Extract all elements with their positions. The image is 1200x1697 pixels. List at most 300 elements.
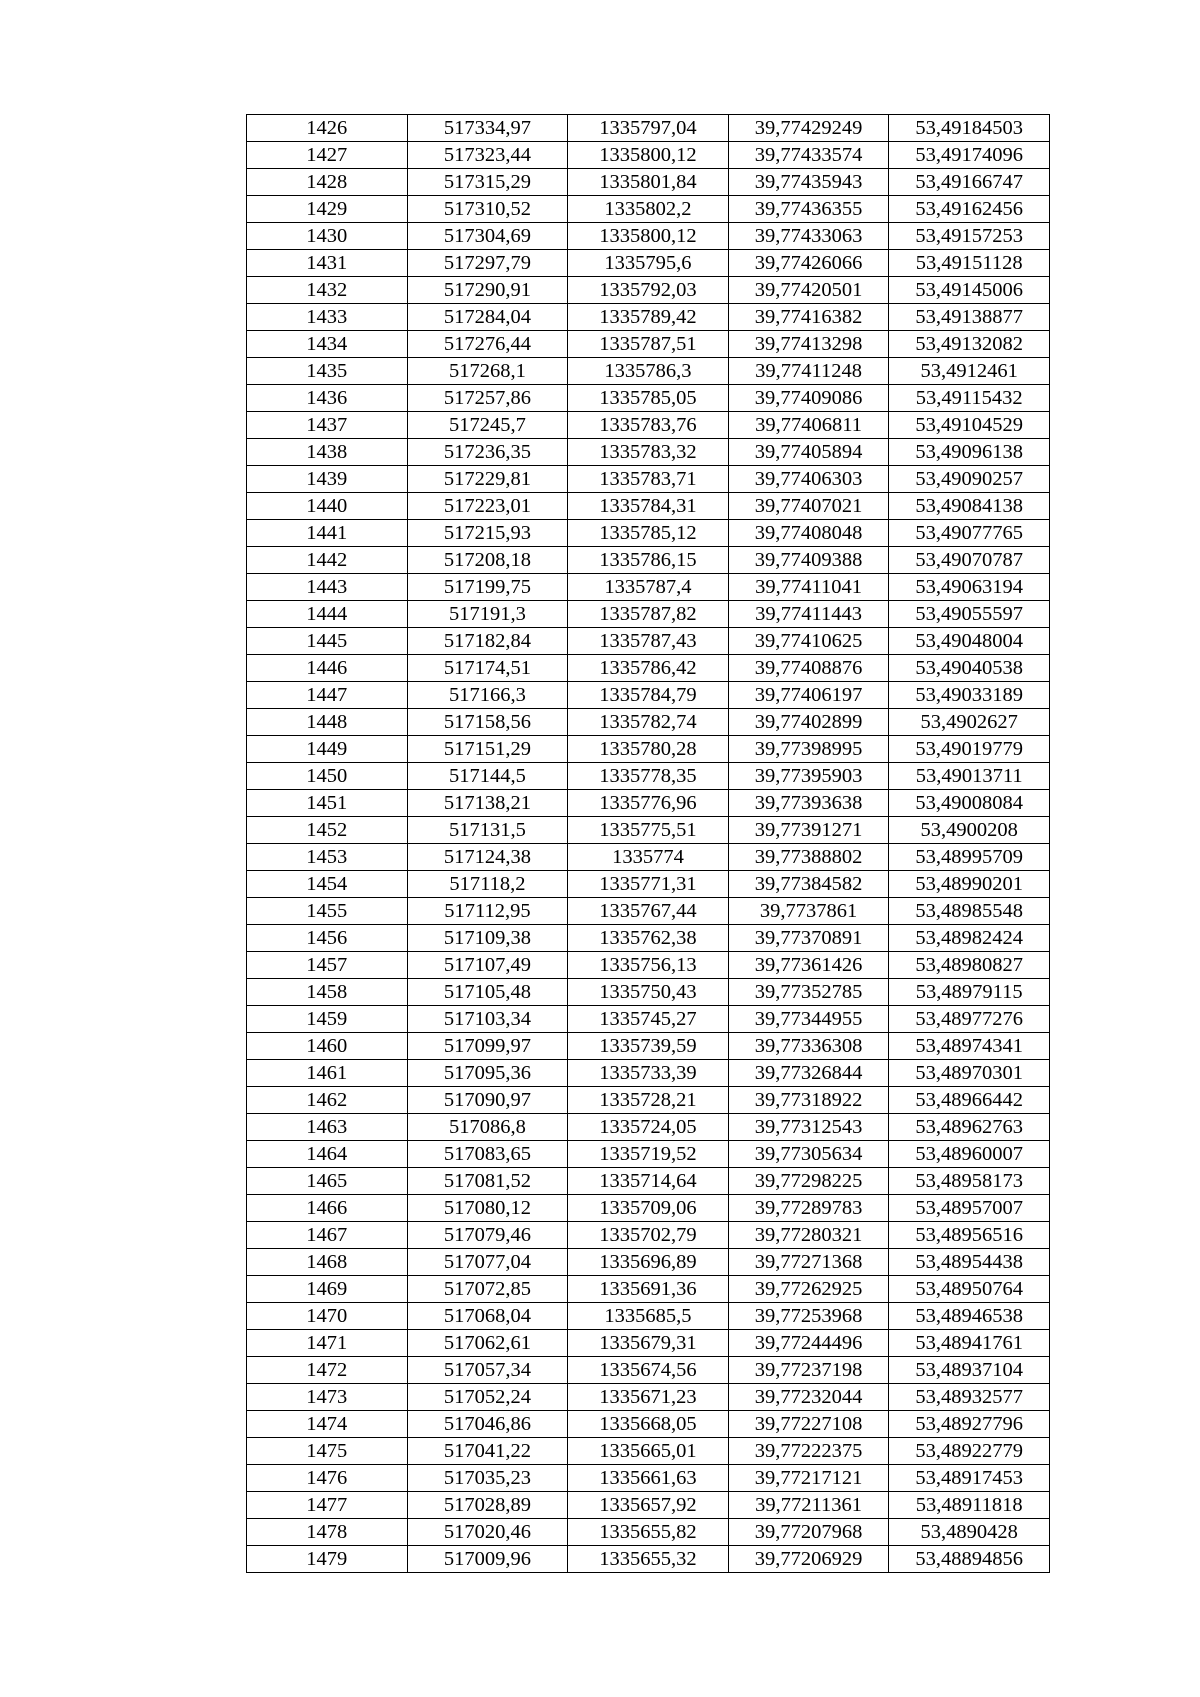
point-number-cell: 1445 (247, 628, 408, 655)
x-coordinate-cell: 517107,49 (407, 952, 568, 979)
y-coordinate-cell: 1335767,44 (568, 898, 729, 925)
latitude-cell: 53,48977276 (889, 1006, 1050, 1033)
table-row (247, 1087, 1050, 1114)
table-row (247, 1033, 1050, 1060)
point-number-cell: 1471 (247, 1330, 408, 1357)
point-number-cell: 1441 (247, 520, 408, 547)
x-coordinate-cell: 517046,86 (407, 1411, 568, 1438)
longitude-cell: 39,77409086 (728, 385, 889, 412)
y-coordinate-cell: 1335786,15 (568, 547, 729, 574)
x-coordinate-cell: 517144,5 (407, 763, 568, 790)
latitude-cell: 53,48957007 (889, 1195, 1050, 1222)
table-row (247, 952, 1050, 979)
table-row (247, 763, 1050, 790)
latitude-cell: 53,48954438 (889, 1249, 1050, 1276)
latitude-cell: 53,49151128 (889, 250, 1050, 277)
y-coordinate-cell: 1335786,42 (568, 655, 729, 682)
table-row (247, 115, 1050, 142)
latitude-cell: 53,48980827 (889, 952, 1050, 979)
latitude-cell: 53,49084138 (889, 493, 1050, 520)
longitude-cell: 39,77416382 (728, 304, 889, 331)
x-coordinate-cell: 517090,97 (407, 1087, 568, 1114)
point-number-cell: 1469 (247, 1276, 408, 1303)
y-coordinate-cell: 1335696,89 (568, 1249, 729, 1276)
point-number-cell: 1461 (247, 1060, 408, 1087)
longitude-cell: 39,77222375 (728, 1438, 889, 1465)
x-coordinate-cell: 517035,23 (407, 1465, 568, 1492)
point-number-cell: 1475 (247, 1438, 408, 1465)
x-coordinate-cell: 517020,46 (407, 1519, 568, 1546)
x-coordinate-cell: 517208,18 (407, 547, 568, 574)
point-number-cell: 1438 (247, 439, 408, 466)
longitude-cell: 39,77409388 (728, 547, 889, 574)
latitude-cell: 53,48941761 (889, 1330, 1050, 1357)
y-coordinate-cell: 1335800,12 (568, 142, 729, 169)
latitude-cell: 53,49013711 (889, 763, 1050, 790)
table-row (247, 142, 1050, 169)
y-coordinate-cell: 1335783,32 (568, 439, 729, 466)
table-row (247, 1276, 1050, 1303)
longitude-cell: 39,77289783 (728, 1195, 889, 1222)
coordinates-table (246, 114, 1050, 1573)
y-coordinate-cell: 1335775,51 (568, 817, 729, 844)
longitude-cell: 39,77410625 (728, 628, 889, 655)
latitude-cell: 53,48946538 (889, 1303, 1050, 1330)
x-coordinate-cell: 517057,34 (407, 1357, 568, 1384)
table-row (247, 493, 1050, 520)
point-number-cell: 1470 (247, 1303, 408, 1330)
latitude-cell: 53,49019779 (889, 736, 1050, 763)
table-row (247, 1519, 1050, 1546)
point-number-cell: 1451 (247, 790, 408, 817)
table-row (247, 277, 1050, 304)
x-coordinate-cell: 517323,44 (407, 142, 568, 169)
point-number-cell: 1456 (247, 925, 408, 952)
longitude-cell: 39,77280321 (728, 1222, 889, 1249)
x-coordinate-cell: 517236,35 (407, 439, 568, 466)
longitude-cell: 39,77336308 (728, 1033, 889, 1060)
latitude-cell: 53,48956516 (889, 1222, 1050, 1249)
coordinates-table-body (247, 115, 1050, 1573)
y-coordinate-cell: 1335756,13 (568, 952, 729, 979)
latitude-cell: 53,4900208 (889, 817, 1050, 844)
latitude-cell: 53,48995709 (889, 844, 1050, 871)
latitude-cell: 53,49138877 (889, 304, 1050, 331)
x-coordinate-cell: 517041,22 (407, 1438, 568, 1465)
y-coordinate-cell: 1335739,59 (568, 1033, 729, 1060)
point-number-cell: 1476 (247, 1465, 408, 1492)
point-number-cell: 1452 (247, 817, 408, 844)
table-row (247, 1303, 1050, 1330)
x-coordinate-cell: 517151,29 (407, 736, 568, 763)
latitude-cell: 53,48979115 (889, 979, 1050, 1006)
y-coordinate-cell: 1335780,28 (568, 736, 729, 763)
latitude-cell: 53,49104529 (889, 412, 1050, 439)
x-coordinate-cell: 517081,52 (407, 1168, 568, 1195)
point-number-cell: 1437 (247, 412, 408, 439)
y-coordinate-cell: 1335657,92 (568, 1492, 729, 1519)
latitude-cell: 53,48922779 (889, 1438, 1050, 1465)
x-coordinate-cell: 517077,04 (407, 1249, 568, 1276)
x-coordinate-cell: 517166,3 (407, 682, 568, 709)
longitude-cell: 39,77217121 (728, 1465, 889, 1492)
point-number-cell: 1465 (247, 1168, 408, 1195)
x-coordinate-cell: 517310,52 (407, 196, 568, 223)
point-number-cell: 1431 (247, 250, 408, 277)
point-number-cell: 1440 (247, 493, 408, 520)
y-coordinate-cell: 1335800,12 (568, 223, 729, 250)
longitude-cell: 39,77420501 (728, 277, 889, 304)
point-number-cell: 1446 (247, 655, 408, 682)
longitude-cell: 39,77433063 (728, 223, 889, 250)
longitude-cell: 39,77393638 (728, 790, 889, 817)
x-coordinate-cell: 517028,89 (407, 1492, 568, 1519)
latitude-cell: 53,49070787 (889, 547, 1050, 574)
table-row (247, 1114, 1050, 1141)
point-number-cell: 1466 (247, 1195, 408, 1222)
table-row (247, 709, 1050, 736)
point-number-cell: 1436 (247, 385, 408, 412)
latitude-cell: 53,49063194 (889, 574, 1050, 601)
y-coordinate-cell: 1335795,6 (568, 250, 729, 277)
point-number-cell: 1449 (247, 736, 408, 763)
latitude-cell: 53,48950764 (889, 1276, 1050, 1303)
latitude-cell: 53,49174096 (889, 142, 1050, 169)
x-coordinate-cell: 517199,75 (407, 574, 568, 601)
point-number-cell: 1443 (247, 574, 408, 601)
y-coordinate-cell: 1335719,52 (568, 1141, 729, 1168)
y-coordinate-cell: 1335724,05 (568, 1114, 729, 1141)
table-row (247, 628, 1050, 655)
latitude-cell: 53,48982424 (889, 925, 1050, 952)
latitude-cell: 53,48911818 (889, 1492, 1050, 1519)
x-coordinate-cell: 517174,51 (407, 655, 568, 682)
table-row (247, 1438, 1050, 1465)
y-coordinate-cell: 1335728,21 (568, 1087, 729, 1114)
x-coordinate-cell: 517131,5 (407, 817, 568, 844)
y-coordinate-cell: 1335691,36 (568, 1276, 729, 1303)
point-number-cell: 1474 (247, 1411, 408, 1438)
longitude-cell: 39,77426066 (728, 250, 889, 277)
y-coordinate-cell: 1335733,39 (568, 1060, 729, 1087)
y-coordinate-cell: 1335778,35 (568, 763, 729, 790)
x-coordinate-cell: 517112,95 (407, 898, 568, 925)
table-row (247, 925, 1050, 952)
longitude-cell: 39,77411248 (728, 358, 889, 385)
x-coordinate-cell: 517138,21 (407, 790, 568, 817)
y-coordinate-cell: 1335774 (568, 844, 729, 871)
longitude-cell: 39,77406811 (728, 412, 889, 439)
y-coordinate-cell: 1335785,05 (568, 385, 729, 412)
longitude-cell: 39,77406197 (728, 682, 889, 709)
x-coordinate-cell: 517257,86 (407, 385, 568, 412)
table-row (247, 817, 1050, 844)
table-row (247, 1060, 1050, 1087)
table-row (247, 358, 1050, 385)
point-number-cell: 1428 (247, 169, 408, 196)
table-row (247, 385, 1050, 412)
latitude-cell: 53,4902627 (889, 709, 1050, 736)
latitude-cell: 53,49157253 (889, 223, 1050, 250)
y-coordinate-cell: 1335786,3 (568, 358, 729, 385)
latitude-cell: 53,49033189 (889, 682, 1050, 709)
longitude-cell: 39,77237198 (728, 1357, 889, 1384)
x-coordinate-cell: 517086,8 (407, 1114, 568, 1141)
longitude-cell: 39,77408876 (728, 655, 889, 682)
latitude-cell: 53,49008084 (889, 790, 1050, 817)
point-number-cell: 1432 (247, 277, 408, 304)
x-coordinate-cell: 517079,46 (407, 1222, 568, 1249)
table-row (247, 250, 1050, 277)
point-number-cell: 1454 (247, 871, 408, 898)
longitude-cell: 39,77253968 (728, 1303, 889, 1330)
point-number-cell: 1457 (247, 952, 408, 979)
latitude-cell: 53,49132082 (889, 331, 1050, 358)
x-coordinate-cell: 517229,81 (407, 466, 568, 493)
point-number-cell: 1459 (247, 1006, 408, 1033)
table-row (247, 1384, 1050, 1411)
table-row (247, 1411, 1050, 1438)
longitude-cell: 39,77206929 (728, 1546, 889, 1573)
longitude-cell: 39,77361426 (728, 952, 889, 979)
longitude-cell: 39,77411041 (728, 574, 889, 601)
y-coordinate-cell: 1335784,31 (568, 493, 729, 520)
point-number-cell: 1442 (247, 547, 408, 574)
longitude-cell: 39,77408048 (728, 520, 889, 547)
x-coordinate-cell: 517109,38 (407, 925, 568, 952)
latitude-cell: 53,48970301 (889, 1060, 1050, 1087)
table-row (247, 169, 1050, 196)
longitude-cell: 39,77262925 (728, 1276, 889, 1303)
table-row (247, 1195, 1050, 1222)
latitude-cell: 53,49040538 (889, 655, 1050, 682)
point-number-cell: 1447 (247, 682, 408, 709)
table-row (247, 331, 1050, 358)
table-row (247, 223, 1050, 250)
longitude-cell: 39,77370891 (728, 925, 889, 952)
x-coordinate-cell: 517268,1 (407, 358, 568, 385)
table-row (247, 1006, 1050, 1033)
y-coordinate-cell: 1335787,43 (568, 628, 729, 655)
y-coordinate-cell: 1335797,04 (568, 115, 729, 142)
x-coordinate-cell: 517182,84 (407, 628, 568, 655)
y-coordinate-cell: 1335787,51 (568, 331, 729, 358)
x-coordinate-cell: 517068,04 (407, 1303, 568, 1330)
y-coordinate-cell: 1335792,03 (568, 277, 729, 304)
longitude-cell: 39,77211361 (728, 1492, 889, 1519)
y-coordinate-cell: 1335787,82 (568, 601, 729, 628)
longitude-cell: 39,77436355 (728, 196, 889, 223)
latitude-cell: 53,48927796 (889, 1411, 1050, 1438)
latitude-cell: 53,49090257 (889, 466, 1050, 493)
y-coordinate-cell: 1335702,79 (568, 1222, 729, 1249)
y-coordinate-cell: 1335714,64 (568, 1168, 729, 1195)
longitude-cell: 39,77352785 (728, 979, 889, 1006)
point-number-cell: 1472 (247, 1357, 408, 1384)
latitude-cell: 53,4912461 (889, 358, 1050, 385)
longitude-cell: 39,77411443 (728, 601, 889, 628)
point-number-cell: 1427 (247, 142, 408, 169)
x-coordinate-cell: 517095,36 (407, 1060, 568, 1087)
latitude-cell: 53,49055597 (889, 601, 1050, 628)
longitude-cell: 39,77244496 (728, 1330, 889, 1357)
point-number-cell: 1453 (247, 844, 408, 871)
latitude-cell: 53,49115432 (889, 385, 1050, 412)
y-coordinate-cell: 1335762,38 (568, 925, 729, 952)
longitude-cell: 39,77312543 (728, 1114, 889, 1141)
y-coordinate-cell: 1335655,32 (568, 1546, 729, 1573)
latitude-cell: 53,48990201 (889, 871, 1050, 898)
latitude-cell: 53,48894856 (889, 1546, 1050, 1573)
table-row (247, 466, 1050, 493)
y-coordinate-cell: 1335802,2 (568, 196, 729, 223)
latitude-cell: 53,49077765 (889, 520, 1050, 547)
x-coordinate-cell: 517052,24 (407, 1384, 568, 1411)
latitude-cell: 53,48932577 (889, 1384, 1050, 1411)
table-row (247, 304, 1050, 331)
x-coordinate-cell: 517297,79 (407, 250, 568, 277)
x-coordinate-cell: 517124,38 (407, 844, 568, 871)
point-number-cell: 1439 (247, 466, 408, 493)
latitude-cell: 53,48917453 (889, 1465, 1050, 1492)
x-coordinate-cell: 517191,3 (407, 601, 568, 628)
longitude-cell: 39,77232044 (728, 1384, 889, 1411)
point-number-cell: 1455 (247, 898, 408, 925)
table-row (247, 601, 1050, 628)
table-row (247, 1330, 1050, 1357)
table-row (247, 1492, 1050, 1519)
y-coordinate-cell: 1335782,74 (568, 709, 729, 736)
longitude-cell: 39,77429249 (728, 115, 889, 142)
longitude-cell: 39,7737861 (728, 898, 889, 925)
latitude-cell: 53,48958173 (889, 1168, 1050, 1195)
table-row (247, 790, 1050, 817)
point-number-cell: 1478 (247, 1519, 408, 1546)
latitude-cell: 53,48985548 (889, 898, 1050, 925)
longitude-cell: 39,77384582 (728, 871, 889, 898)
y-coordinate-cell: 1335661,63 (568, 1465, 729, 1492)
y-coordinate-cell: 1335783,76 (568, 412, 729, 439)
x-coordinate-cell: 517158,56 (407, 709, 568, 736)
x-coordinate-cell: 517284,04 (407, 304, 568, 331)
x-coordinate-cell: 517245,7 (407, 412, 568, 439)
x-coordinate-cell: 517080,12 (407, 1195, 568, 1222)
latitude-cell: 53,4890428 (889, 1519, 1050, 1546)
point-number-cell: 1429 (247, 196, 408, 223)
longitude-cell: 39,77398995 (728, 736, 889, 763)
y-coordinate-cell: 1335665,01 (568, 1438, 729, 1465)
y-coordinate-cell: 1335789,42 (568, 304, 729, 331)
longitude-cell: 39,77326844 (728, 1060, 889, 1087)
latitude-cell: 53,49166747 (889, 169, 1050, 196)
x-coordinate-cell: 517083,65 (407, 1141, 568, 1168)
point-number-cell: 1467 (247, 1222, 408, 1249)
longitude-cell: 39,77405894 (728, 439, 889, 466)
table-row (247, 1222, 1050, 1249)
longitude-cell: 39,77407021 (728, 493, 889, 520)
latitude-cell: 53,48966442 (889, 1087, 1050, 1114)
point-number-cell: 1464 (247, 1141, 408, 1168)
y-coordinate-cell: 1335679,31 (568, 1330, 729, 1357)
latitude-cell: 53,49145006 (889, 277, 1050, 304)
point-number-cell: 1434 (247, 331, 408, 358)
table-row (247, 979, 1050, 1006)
point-number-cell: 1444 (247, 601, 408, 628)
x-coordinate-cell: 517223,01 (407, 493, 568, 520)
longitude-cell: 39,77305634 (728, 1141, 889, 1168)
y-coordinate-cell: 1335668,05 (568, 1411, 729, 1438)
x-coordinate-cell: 517290,91 (407, 277, 568, 304)
longitude-cell: 39,77433574 (728, 142, 889, 169)
x-coordinate-cell: 517062,61 (407, 1330, 568, 1357)
y-coordinate-cell: 1335655,82 (568, 1519, 729, 1546)
longitude-cell: 39,77318922 (728, 1087, 889, 1114)
latitude-cell: 53,49162456 (889, 196, 1050, 223)
y-coordinate-cell: 1335784,79 (568, 682, 729, 709)
y-coordinate-cell: 1335776,96 (568, 790, 729, 817)
longitude-cell: 39,77227108 (728, 1411, 889, 1438)
table-row (247, 439, 1050, 466)
x-coordinate-cell: 517304,69 (407, 223, 568, 250)
x-coordinate-cell: 517276,44 (407, 331, 568, 358)
table-row (247, 1249, 1050, 1276)
point-number-cell: 1468 (247, 1249, 408, 1276)
point-number-cell: 1460 (247, 1033, 408, 1060)
table-row (247, 682, 1050, 709)
table-row (247, 574, 1050, 601)
point-number-cell: 1463 (247, 1114, 408, 1141)
y-coordinate-cell: 1335674,56 (568, 1357, 729, 1384)
table-row (247, 1141, 1050, 1168)
x-coordinate-cell: 517009,96 (407, 1546, 568, 1573)
longitude-cell: 39,77402899 (728, 709, 889, 736)
x-coordinate-cell: 517315,29 (407, 169, 568, 196)
table-row (247, 736, 1050, 763)
point-number-cell: 1462 (247, 1087, 408, 1114)
longitude-cell: 39,77271368 (728, 1249, 889, 1276)
longitude-cell: 39,77395903 (728, 763, 889, 790)
table-row (247, 547, 1050, 574)
table-row (247, 655, 1050, 682)
latitude-cell: 53,49184503 (889, 115, 1050, 142)
point-number-cell: 1430 (247, 223, 408, 250)
table-row (247, 871, 1050, 898)
y-coordinate-cell: 1335771,31 (568, 871, 729, 898)
table-row (247, 1168, 1050, 1195)
longitude-cell: 39,77406303 (728, 466, 889, 493)
table-row (247, 1546, 1050, 1573)
x-coordinate-cell: 517215,93 (407, 520, 568, 547)
point-number-cell: 1473 (247, 1384, 408, 1411)
y-coordinate-cell: 1335671,23 (568, 1384, 729, 1411)
latitude-cell: 53,48962763 (889, 1114, 1050, 1141)
point-number-cell: 1479 (247, 1546, 408, 1573)
point-number-cell: 1448 (247, 709, 408, 736)
x-coordinate-cell: 517103,34 (407, 1006, 568, 1033)
y-coordinate-cell: 1335750,43 (568, 979, 729, 1006)
x-coordinate-cell: 517099,97 (407, 1033, 568, 1060)
x-coordinate-cell: 517334,97 (407, 115, 568, 142)
y-coordinate-cell: 1335801,84 (568, 169, 729, 196)
table-row (247, 412, 1050, 439)
point-number-cell: 1450 (247, 763, 408, 790)
latitude-cell: 53,49048004 (889, 628, 1050, 655)
y-coordinate-cell: 1335745,27 (568, 1006, 729, 1033)
table-row (247, 844, 1050, 871)
point-number-cell: 1458 (247, 979, 408, 1006)
longitude-cell: 39,77344955 (728, 1006, 889, 1033)
table-row (247, 1465, 1050, 1492)
